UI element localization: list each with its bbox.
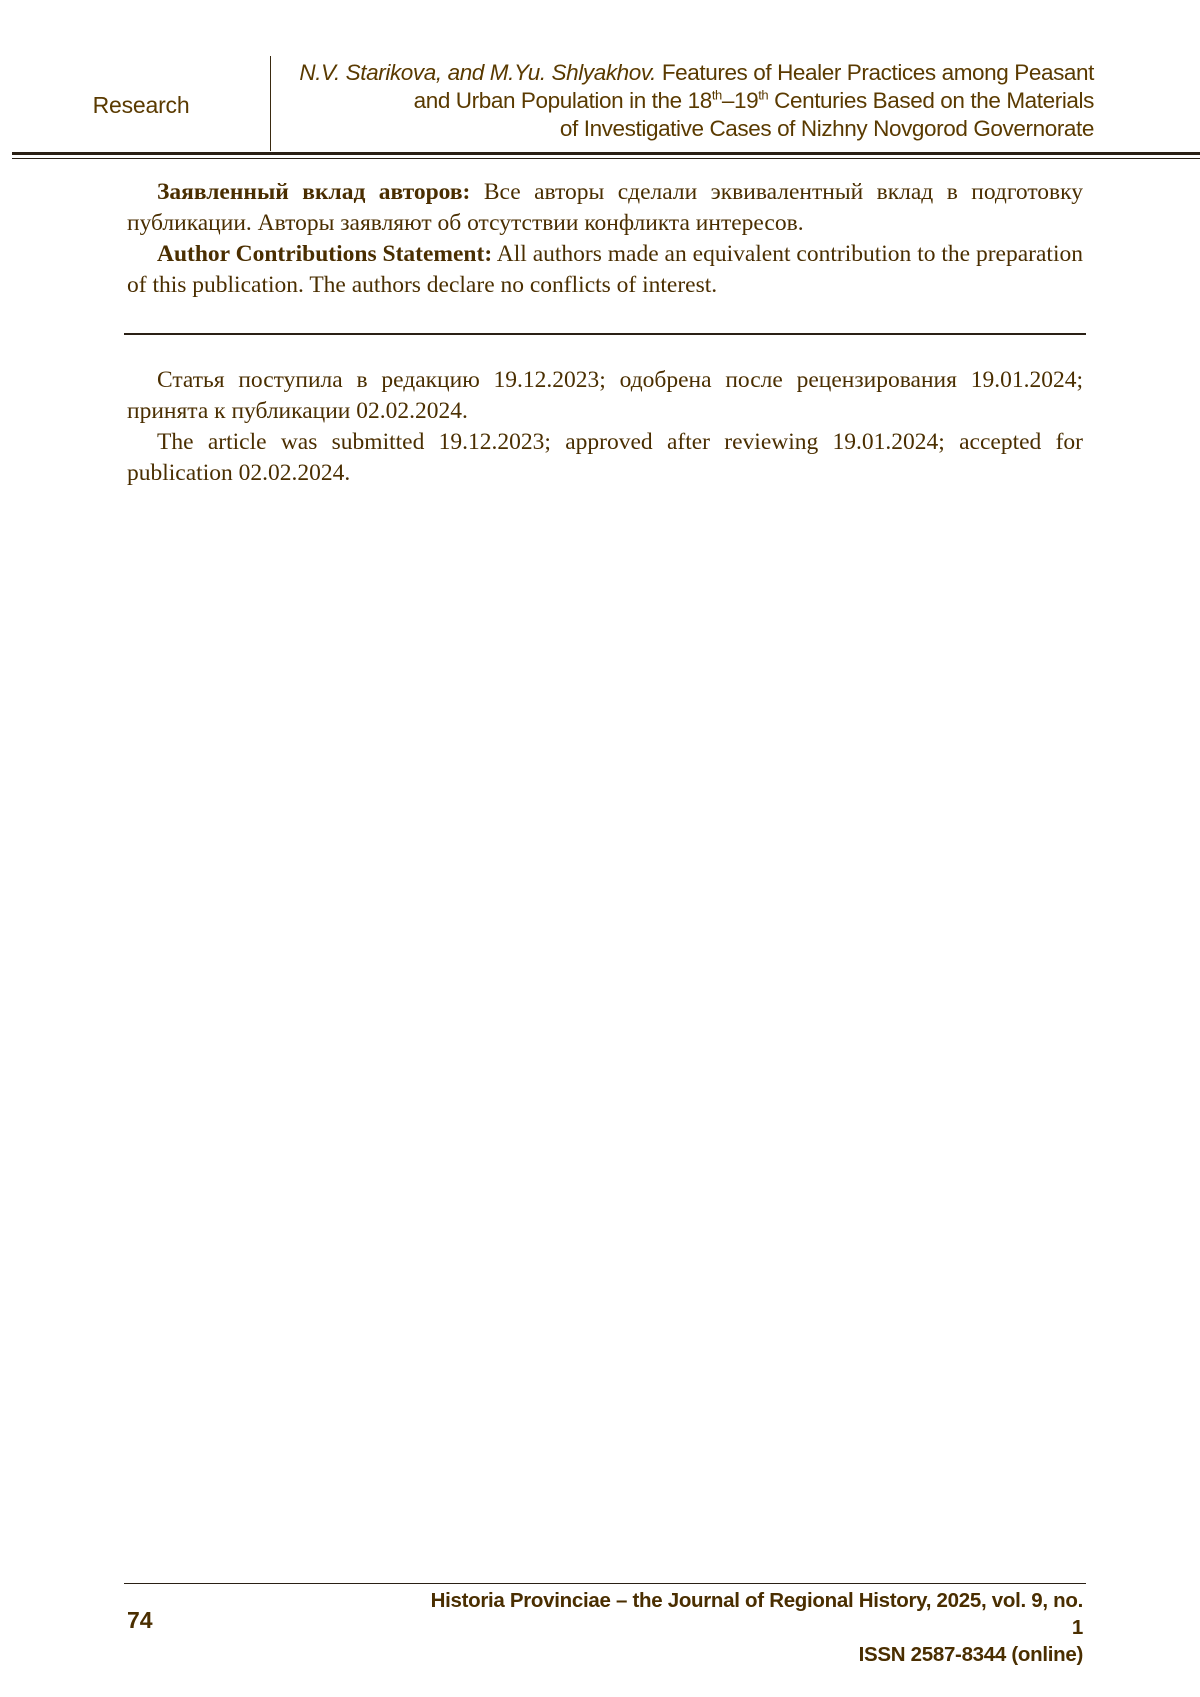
running-title-line-2b: –19 xyxy=(721,88,759,113)
contributions-en-text: All authors made an equivalent contribution to the preparation of this publication. The authors declare no conflicts of interest. xyxy=(127,241,1083,298)
section-divider xyxy=(124,333,1086,335)
header-rule-thin xyxy=(12,158,1200,159)
footer-journal-title: Historia Provinciae – the Journal of Regional History, 2025, vol. 9, no. 1 xyxy=(430,1589,1083,1639)
contributions-ru-label: Заявленный вклад авторов: xyxy=(157,179,471,205)
running-title-authors: N.V. Starikova, and M.Yu. Shlyakhov. xyxy=(299,60,656,85)
page-number: 74 xyxy=(127,1607,153,1633)
footer-journal-info xyxy=(420,1587,1083,1668)
running-header xyxy=(12,56,1188,151)
superscript-th-2: th xyxy=(758,87,769,103)
running-title-line-2a: and Urban Population in the 18 xyxy=(413,88,712,113)
article-dates-en: The article was submitted 19.12.2023; approved after reviewing 19.01.2024; accepted for publication 02.02.2024. xyxy=(127,429,1083,486)
header-rule-thick xyxy=(12,152,1200,155)
contributions-ru xyxy=(127,177,1083,239)
article-dates-block xyxy=(127,365,1083,489)
running-title-line-3: of Investigative Cases of Nizhny Novgorod Governorate xyxy=(559,116,1094,141)
contributions-en-label: Author Contributions Statement: xyxy=(157,241,493,267)
contributions-en xyxy=(127,239,1083,301)
running-title-part-1: Features of Healer Practices among Peasant xyxy=(661,60,1094,85)
running-title-line-2 xyxy=(282,87,1094,115)
contributions-ru-text: Все авторы сделали эквивалентный вклад в подготовку публикации. Авторы заявляют об отсутствии конфликта интересов. xyxy=(127,179,1083,236)
article-dates-ru: Статья поступила в редакцию 19.12.2023; одобрена после рецензирования 19.01.2024; принята к публикации 02.02.2024. xyxy=(127,367,1083,424)
superscript-th-1: th xyxy=(711,87,722,103)
contributions-block xyxy=(127,177,1083,301)
footer-issn: ISSN 2587-8344 (online) xyxy=(858,1643,1083,1666)
running-title-line-2c: Centuries Based on the Materials xyxy=(768,88,1094,113)
section-label: Research xyxy=(12,56,271,151)
running-title xyxy=(282,59,1094,143)
footer-rule xyxy=(124,1583,1086,1584)
running-title-line-1 xyxy=(282,59,1094,87)
